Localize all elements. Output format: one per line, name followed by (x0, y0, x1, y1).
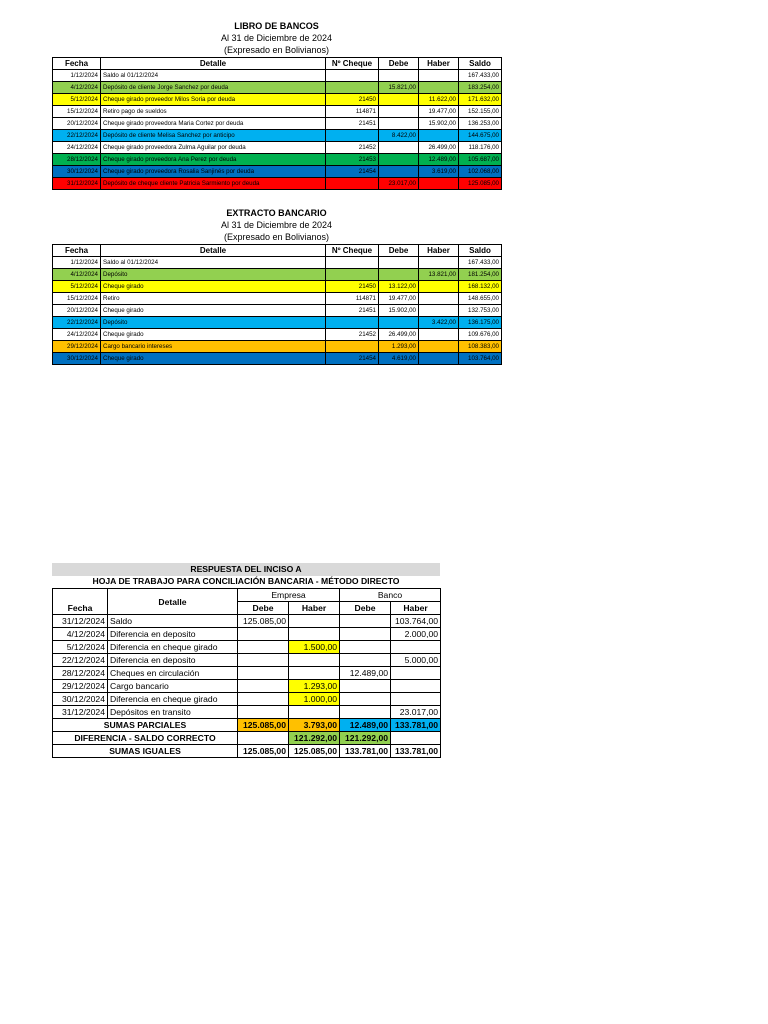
libro-cell-haber: 26.499,00 (419, 142, 459, 154)
extracto-cell-cheque: 21451 (326, 305, 379, 317)
libro-cell-fecha: 1/12/2024 (53, 70, 101, 82)
conciliacion-cell-fecha: 29/12/2024 (53, 680, 108, 693)
libro-cell-debe (379, 106, 419, 118)
conciliacion-cell-detalle: Diferencia en deposito (108, 654, 238, 667)
libro-cell-haber: 19.477,00 (419, 106, 459, 118)
libro-cell-detalle: Cheque girado proveedora Maria Cortez por deuda (101, 118, 326, 130)
libro-row (53, 130, 502, 142)
extracto-cell-debe: 19.477,00 (379, 293, 419, 305)
libro-row (53, 82, 502, 94)
libro-cell-fecha: 22/12/2024 (53, 130, 101, 142)
libro-cell-debe (379, 70, 419, 82)
libro-cell-debe (379, 166, 419, 178)
respuesta-sheet-title: HOJA DE TRABAJO PARA CONCILIACIÓN BANCARIA - MÉTODO DIRECTO (92, 576, 400, 586)
header-banco-debe: Debe (340, 602, 391, 615)
extracto-cell-fecha: 4/12/2024 (53, 269, 101, 281)
libro-header-fecha: Fecha (53, 58, 101, 70)
extracto-cell-detalle: Cheque girado (101, 329, 326, 341)
header-banco-haber: Haber (391, 602, 441, 615)
conciliacion-cell-e-haber (289, 706, 340, 719)
conciliacion-cell-fecha: 4/12/2024 (53, 628, 108, 641)
libro-cell-debe: 8.422,00 (379, 130, 419, 142)
libro-cell-saldo: 136.253,00 (459, 118, 502, 130)
extracto-cell-cheque: 21454 (326, 353, 379, 365)
extracto-cell-cheque (326, 269, 379, 281)
extracto-cell-cheque: 21450 (326, 281, 379, 293)
extracto-cell-debe: 13.122,00 (379, 281, 419, 293)
extracto-cell-debe (379, 257, 419, 269)
libro-cell-fecha: 20/12/2024 (53, 118, 101, 130)
libro-cell-cheque: 21450 (326, 94, 379, 106)
extracto-date-line: Al 31 de Diciembre de 2024 (220, 220, 333, 230)
conciliacion-cell-e-debe (238, 667, 289, 680)
extracto-cell-saldo: 167.433,00 (459, 257, 502, 269)
conciliacion-row (53, 680, 441, 693)
conciliacion-row (53, 615, 441, 628)
conciliacion-cell-b-debe (340, 654, 391, 667)
libro-cell-debe: 23.017,00 (379, 178, 419, 190)
libro-cell-fecha: 15/12/2024 (53, 106, 101, 118)
libro-cell-cheque: 21452 (326, 142, 379, 154)
header-fecha: Fecha (53, 589, 108, 615)
extracto-cell-detalle: Cheque girado (101, 281, 326, 293)
extracto-cell-detalle: Cargo bancario intereses (101, 341, 326, 353)
conciliacion-cell-detalle: Diferencia en cheque girado (108, 693, 238, 706)
conciliacion-cell-e-haber (289, 628, 340, 641)
libro-cell-debe (379, 142, 419, 154)
libro-cell-haber (419, 70, 459, 82)
extracto-cell-haber (419, 281, 459, 293)
libro-cell-detalle: Retiro pago de sueldos (101, 106, 326, 118)
sumas-iguales-empresa-haber: 125.085,00 (289, 745, 340, 758)
libro-row (53, 154, 502, 166)
libro-cell-haber (419, 178, 459, 190)
libro-cell-fecha: 5/12/2024 (53, 94, 101, 106)
libro-cell-debe: 15.821,00 (379, 82, 419, 94)
conciliacion-cell-e-debe (238, 680, 289, 693)
extracto-row (53, 341, 502, 353)
extracto-cell-fecha: 24/12/2024 (53, 329, 101, 341)
sumas-parciales-banco-debe: 12.489,00 (340, 719, 391, 732)
libro-cell-detalle: Depósito de cliente Melisa Sanchez por anticipo (101, 130, 326, 142)
libro-cell-detalle: Saldo al 01/12/2024 (101, 70, 326, 82)
conciliacion-cell-b-haber: 103.764,00 (391, 615, 441, 628)
sumas-iguales-label: SUMAS IGUALES (53, 745, 238, 758)
extracto-row (53, 293, 502, 305)
extracto-cell-saldo: 103.764,00 (459, 353, 502, 365)
header-empresa: Empresa (238, 589, 340, 602)
libro-cell-saldo: 152.155,00 (459, 106, 502, 118)
extracto-header-detalle: Detalle (101, 245, 326, 257)
conciliacion-cell-detalle: Diferencia en cheque girado (108, 641, 238, 654)
libro-title: LIBRO DE BANCOS (234, 21, 319, 31)
libro-cell-saldo: 183.254,00 (459, 82, 502, 94)
conciliacion-cell-b-debe (340, 693, 391, 706)
conciliacion-cell-e-debe (238, 654, 289, 667)
libro-row (53, 178, 502, 190)
libro-cell-detalle: Cheque girado proveedora Zulma Aguilar por deuda (101, 142, 326, 154)
extracto-cell-saldo: 132.753,00 (459, 305, 502, 317)
conciliacion-cell-e-debe: 125.085,00 (238, 615, 289, 628)
libro-row (53, 118, 502, 130)
libro-header-cheque: Nº Cheque (326, 58, 379, 70)
conciliacion-row (53, 628, 441, 641)
extracto-cell-detalle: Cheque girado (101, 305, 326, 317)
respuesta-band-title: RESPUESTA DEL INCISO A (52, 563, 440, 576)
conciliacion-cell-b-debe: 12.489,00 (340, 667, 391, 680)
extracto-cell-haber (419, 353, 459, 365)
extracto-row (53, 353, 502, 365)
libro-cell-haber: 11.622,00 (419, 94, 459, 106)
libro-cell-cheque: 114871 (326, 106, 379, 118)
libro-date-line: Al 31 de Diciembre de 2024 (220, 33, 333, 43)
conciliacion-cell-fecha: 5/12/2024 (53, 641, 108, 654)
extracto-row (53, 317, 502, 329)
libro-cell-debe (379, 154, 419, 166)
libro-cell-haber (419, 82, 459, 94)
libro-cell-haber: 12.489,00 (419, 154, 459, 166)
conciliacion-cell-b-haber (391, 641, 441, 654)
header-banco: Banco (340, 589, 441, 602)
libro-cell-cheque (326, 82, 379, 94)
libro-cell-cheque: 21451 (326, 118, 379, 130)
libro-cell-detalle: Depósito de cheque cliente Patricia Sarmiento por deuda (101, 178, 326, 190)
libro-row (53, 142, 502, 154)
conciliacion-cell-detalle: Diferencia en deposito (108, 628, 238, 641)
extracto-row (53, 281, 502, 293)
extracto-cell-debe: 15.902,00 (379, 305, 419, 317)
extracto-cell-saldo: 148.655,00 (459, 293, 502, 305)
libro-cell-detalle: Depósito de cliente Jorge Sanchez por deuda (101, 82, 326, 94)
sumas-parciales-row (53, 719, 441, 732)
conciliacion-cell-e-debe (238, 641, 289, 654)
libro-cell-cheque (326, 178, 379, 190)
diferencia-empresa-haber: 121.292,00 (289, 732, 340, 745)
extracto-cell-haber (419, 329, 459, 341)
extracto-cell-fecha: 22/12/2024 (53, 317, 101, 329)
extracto-cell-cheque (326, 341, 379, 353)
extracto-cell-fecha: 5/12/2024 (53, 281, 101, 293)
conciliacion-cell-b-haber (391, 680, 441, 693)
conciliacion-cell-e-haber: 1.293,00 (289, 680, 340, 693)
extracto-currency-line: (Expresado en Bolivianos) (223, 232, 330, 242)
libro-cell-saldo: 144.675,00 (459, 130, 502, 142)
conciliacion-cell-detalle: Depósitos en transito (108, 706, 238, 719)
extracto-row (53, 329, 502, 341)
extracto-row (53, 305, 502, 317)
conciliacion-cell-e-haber: 1.500,00 (289, 641, 340, 654)
libro-header-debe: Debe (379, 58, 419, 70)
extracto-cell-haber: 13.821,00 (419, 269, 459, 281)
extracto-cell-haber (419, 305, 459, 317)
conciliacion-cell-e-debe (238, 706, 289, 719)
extracto-cell-debe (379, 317, 419, 329)
sumas-iguales-row (53, 745, 441, 758)
sumas-parciales-empresa-haber: 3.793,00 (289, 719, 340, 732)
extracto-cell-haber (419, 341, 459, 353)
conciliacion-cell-e-haber (289, 667, 340, 680)
extracto-cell-cheque (326, 257, 379, 269)
libro-cell-detalle: Cheque girado proveedora Ana Perez por deuda (101, 154, 326, 166)
libro-cell-saldo: 105.687,00 (459, 154, 502, 166)
conciliacion-header-row-1 (53, 589, 441, 602)
extracto-header-haber: Haber (419, 245, 459, 257)
extracto-title: EXTRACTO BANCARIO (226, 208, 327, 218)
conciliacion-cell-b-debe (340, 680, 391, 693)
conciliacion-cell-b-debe (340, 641, 391, 654)
libro-cell-saldo: 167.433,00 (459, 70, 502, 82)
extracto-cell-saldo: 181.254,00 (459, 269, 502, 281)
sumas-iguales-banco-haber: 133.781,00 (391, 745, 441, 758)
extracto-cell-saldo: 168.132,00 (459, 281, 502, 293)
libro-cell-fecha: 31/12/2024 (53, 178, 101, 190)
extracto-cell-detalle: Saldo al 01/12/2024 (101, 257, 326, 269)
header-empresa-haber: Haber (289, 602, 340, 615)
extracto-cell-fecha: 29/12/2024 (53, 341, 101, 353)
conciliacion-cell-fecha: 28/12/2024 (53, 667, 108, 680)
extracto-cell-saldo: 136.175,00 (459, 317, 502, 329)
header-empresa-debe: Debe (238, 602, 289, 615)
extracto-header-row (53, 245, 502, 257)
libro-cell-haber (419, 130, 459, 142)
conciliacion-cell-e-haber: 1.000,00 (289, 693, 340, 706)
diferencia-banco-haber (391, 732, 441, 745)
extracto-cell-debe: 4.619,00 (379, 353, 419, 365)
libro-cell-debe (379, 94, 419, 106)
conciliacion-cell-fecha: 30/12/2024 (53, 693, 108, 706)
extracto-cell-cheque: 21452 (326, 329, 379, 341)
libro-header-saldo: Saldo (459, 58, 502, 70)
extracto-cell-detalle: Retiro (101, 293, 326, 305)
extracto-cell-fecha: 1/12/2024 (53, 257, 101, 269)
conciliacion-cell-fecha: 31/12/2024 (53, 706, 108, 719)
conciliacion-cell-fecha: 22/12/2024 (53, 654, 108, 667)
extracto-header-debe: Debe (379, 245, 419, 257)
extracto-cell-fecha: 30/12/2024 (53, 353, 101, 365)
sumas-parciales-label: SUMAS PARCIALES (53, 719, 238, 732)
conciliacion-cell-e-haber (289, 615, 340, 628)
libro-cell-saldo: 102.068,00 (459, 166, 502, 178)
extracto-cell-saldo: 109.676,00 (459, 329, 502, 341)
extracto-cell-saldo: 108.383,00 (459, 341, 502, 353)
conciliacion-cell-detalle: Saldo (108, 615, 238, 628)
conciliacion-cell-b-haber: 2.000,00 (391, 628, 441, 641)
sumas-parciales-banco-haber: 133.781,00 (391, 719, 441, 732)
libro-header-detalle: Detalle (101, 58, 326, 70)
libro-cell-saldo: 171.632,00 (459, 94, 502, 106)
extracto-cell-fecha: 20/12/2024 (53, 305, 101, 317)
extracto-table (52, 244, 502, 365)
extracto-cell-detalle: Cheque girado (101, 353, 326, 365)
libro-row (53, 70, 502, 82)
conciliacion-row (53, 654, 441, 667)
extracto-cell-detalle: Depósito (101, 269, 326, 281)
extracto-row (53, 269, 502, 281)
libro-header-row (53, 58, 502, 70)
extracto-cell-haber (419, 257, 459, 269)
conciliacion-cell-b-haber: 5.000,00 (391, 654, 441, 667)
conciliacion-cell-b-debe (340, 706, 391, 719)
conciliacion-cell-fecha: 31/12/2024 (53, 615, 108, 628)
conciliacion-row (53, 667, 441, 680)
libro-cell-debe (379, 118, 419, 130)
libro-row (53, 166, 502, 178)
libro-cell-detalle: Cheque girado proveedor Milos Soria por deuda (101, 94, 326, 106)
extracto-cell-debe: 1.293,00 (379, 341, 419, 353)
libro-cell-cheque (326, 70, 379, 82)
libro-row (53, 94, 502, 106)
libro-cell-haber: 15.902,00 (419, 118, 459, 130)
extracto-cell-fecha: 15/12/2024 (53, 293, 101, 305)
conciliacion-table (52, 588, 441, 758)
libro-cell-fecha: 24/12/2024 (53, 142, 101, 154)
libro-cell-haber: 3.619,00 (419, 166, 459, 178)
diferencia-banco-debe: 121.292,00 (340, 732, 391, 745)
diferencia-label: DIFERENCIA - SALDO CORRECTO (53, 732, 238, 745)
extracto-cell-debe (379, 269, 419, 281)
conciliacion-cell-b-haber: 23.017,00 (391, 706, 441, 719)
diferencia-row (53, 732, 441, 745)
sumas-iguales-empresa-debe: 125.085,00 (238, 745, 289, 758)
header-detalle: Detalle (108, 589, 238, 615)
libro-cell-fecha: 30/12/2024 (53, 166, 101, 178)
conciliacion-cell-b-debe (340, 615, 391, 628)
extracto-cell-haber (419, 293, 459, 305)
libro-cell-saldo: 125.085,00 (459, 178, 502, 190)
libro-cell-fecha: 28/12/2024 (53, 154, 101, 166)
extracto-header-saldo: Saldo (459, 245, 502, 257)
extracto-header-cheque: Nº Cheque (326, 245, 379, 257)
sumas-iguales-banco-debe: 133.781,00 (340, 745, 391, 758)
extracto-cell-cheque (326, 317, 379, 329)
libro-cell-detalle: Cheque girado proveedora Rosalia Sanjinés por deuda (101, 166, 326, 178)
libro-cell-saldo: 118.176,00 (459, 142, 502, 154)
conciliacion-cell-e-debe (238, 628, 289, 641)
extracto-cell-haber: 3.422,00 (419, 317, 459, 329)
extracto-cell-detalle: Depósito (101, 317, 326, 329)
libro-currency-line: (Expresado en Bolivianos) (223, 45, 330, 55)
conciliacion-cell-e-debe (238, 693, 289, 706)
libro-header-haber: Haber (419, 58, 459, 70)
libro-cell-cheque (326, 130, 379, 142)
libro-cell-cheque: 21453 (326, 154, 379, 166)
extracto-header-fecha: Fecha (53, 245, 101, 257)
extracto-cell-cheque: 114871 (326, 293, 379, 305)
conciliacion-row (53, 641, 441, 654)
conciliacion-row (53, 706, 441, 719)
libro-row (53, 106, 502, 118)
extracto-row (53, 257, 502, 269)
diferencia-empresa-debe (238, 732, 289, 745)
sumas-parciales-empresa-debe: 125.085,00 (238, 719, 289, 732)
libro-table (52, 57, 502, 190)
conciliacion-cell-b-haber (391, 667, 441, 680)
conciliacion-cell-detalle: Cargo bancario (108, 680, 238, 693)
conciliacion-cell-b-debe (340, 628, 391, 641)
conciliacion-cell-detalle: Cheques en circulación (108, 667, 238, 680)
conciliacion-cell-e-haber (289, 654, 340, 667)
conciliacion-row (53, 693, 441, 706)
conciliacion-cell-b-haber (391, 693, 441, 706)
libro-cell-fecha: 4/12/2024 (53, 82, 101, 94)
extracto-cell-debe: 26.499,00 (379, 329, 419, 341)
libro-cell-cheque: 21454 (326, 166, 379, 178)
